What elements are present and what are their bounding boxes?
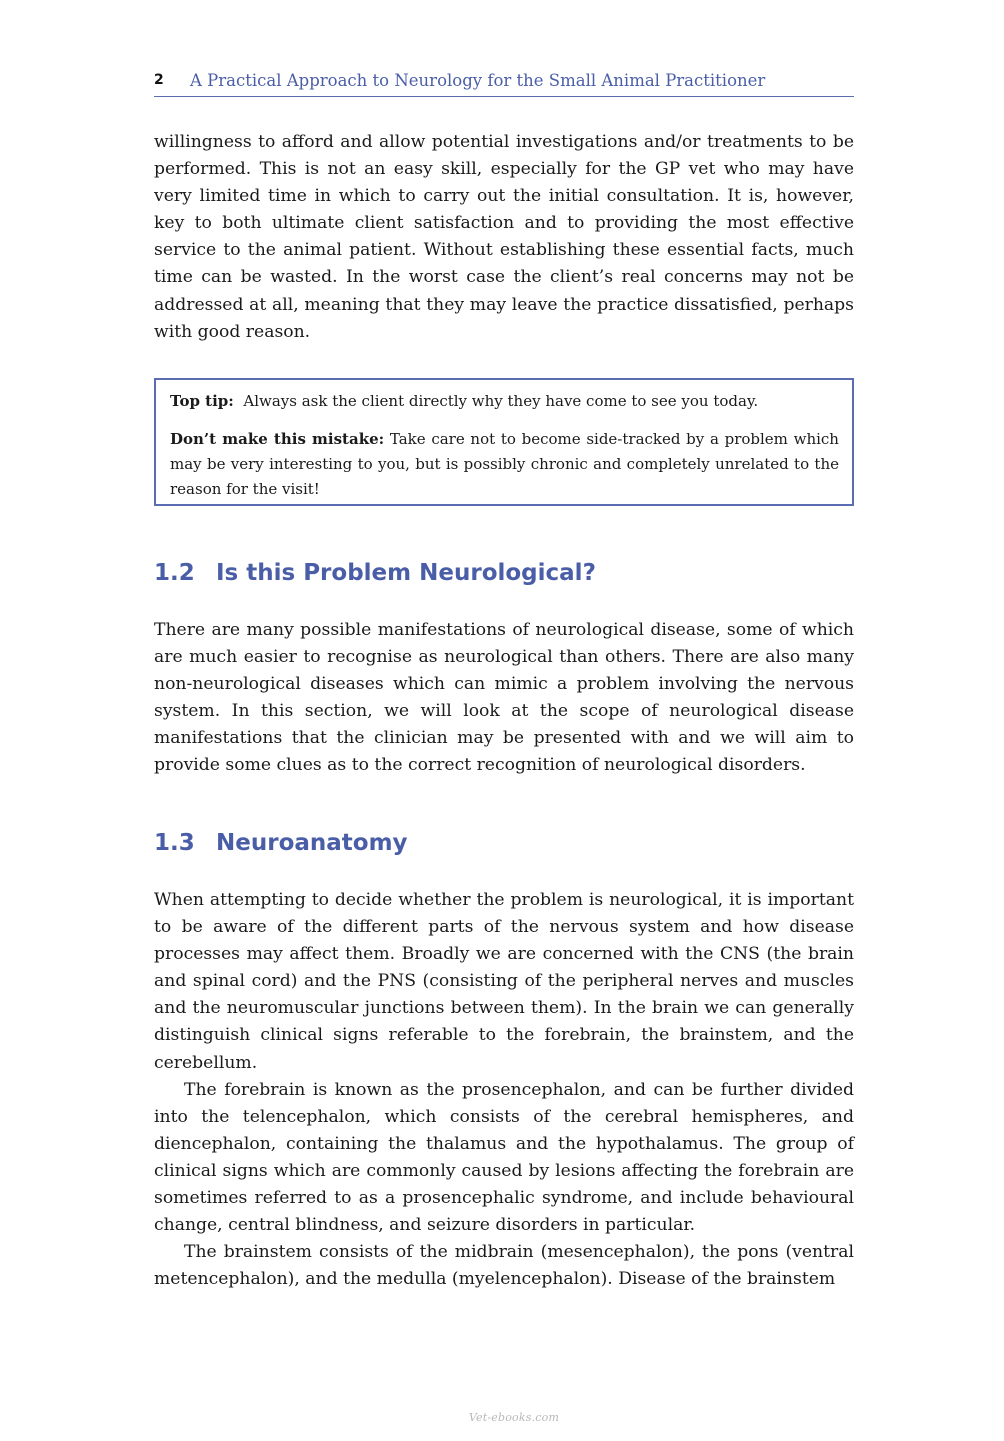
section-1-2-paragraph: There are many possible manifestations of neurological disease, some of which are much easier to recognise as neurological than others. There are also many non-neurological diseases which can mimic a problem involving the nervous system. In this section, we will look at the scope of neurological disease manifestations that the clinician may be presented with and we will aim to provide some clues as to the correct recognition of neurological disorders. <box>154 620 854 776</box>
mistake-text: Take care not to become side-tracked by a problem which may be very interesting to you, but is possibly chronic and completely unrelated to the reason for the visit! <box>170 430 839 498</box>
intro-paragraph: willingness to afford and allow potential investigations and/or treatments to be performed. This is not an easy skill, especially for the GP vet who may have very limited time in which to carry out the initial consultation. It is, however, key to both ultimate client satisfaction and to providing the most effective service to the animal patient. Without establishing these essential facts, much time can be wasted. In the worst case the client’s real concerns may not be addressed at all, meaning that they may leave the practice dissatisfied, perhaps with good reason. <box>154 132 854 342</box>
section-heading-1-2 <box>154 560 596 586</box>
mistake-label: Don’t make this mistake: <box>170 430 385 448</box>
book-title: A Practical Approach to Neurology for the Small Animal Practitioner <box>190 71 766 90</box>
top-tip-text: Always ask the client directly why they have come to see you today. <box>243 392 759 410</box>
top-tip <box>170 389 839 414</box>
section-number: 1.3 <box>154 830 195 856</box>
paragraph: When attempting to decide whether the problem is neurological, it is important to be aware of the different parts of the nervous system and how disease processes may affect them. Broadly we are concerned with the CNS (the brain and spinal cord) and the PNS (consisting of the peripheral nerves and muscles and the neuromuscular junctions between them). In the brain we can generally distinguish clinical signs referable to the forebrain, the brainstem, and the cerebellum. <box>154 890 854 1073</box>
page-number: 2 <box>154 72 164 88</box>
section-title: Neuroanatomy <box>216 830 408 856</box>
tip-box <box>154 378 854 506</box>
section-1-3-body <box>154 887 854 1293</box>
watermark-logo: Vet-ebooks.com <box>468 1411 560 1424</box>
top-tip-label: Top tip: <box>170 392 234 410</box>
section-title: Is this Problem Neurological? <box>216 560 596 586</box>
running-head <box>154 70 854 97</box>
section-heading-1-3 <box>154 830 408 856</box>
paragraph: The brainstem consists of the midbrain (mesencephalon), the pons (ventral metencephalon), and the medulla (myelencephalon). Disease of the brainstem <box>154 1242 854 1290</box>
mistake-tip <box>170 427 839 502</box>
paragraph: The forebrain is known as the prosencephalon, and can be further divided into the telencephalon, which consists of the cerebral hemispheres, and diencephalon, containing the thalamus and the hypothalamus. The group of clinical signs which are commonly caused by lesions affecting the forebrain are sometimes referred to as a prosencephalic syndrome, and include behavioural change, central blindness, and seizure disorders in particular. <box>154 1079 854 1236</box>
section-number: 1.2 <box>154 560 195 586</box>
